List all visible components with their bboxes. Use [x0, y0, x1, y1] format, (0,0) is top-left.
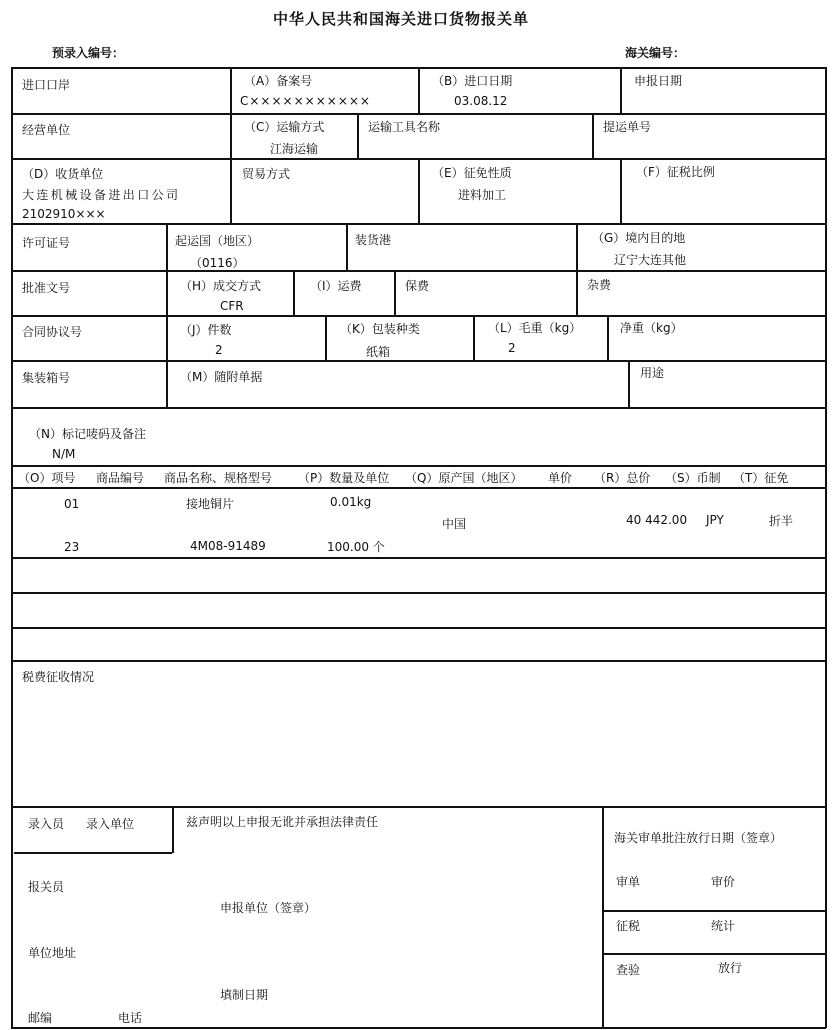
goods-code-header: 商品编号	[96, 471, 145, 485]
record-number-value: C×××××××××××	[240, 94, 371, 108]
goods-quantity: 100.00 个	[327, 540, 385, 554]
goods-exemption: 折半	[769, 514, 794, 528]
marks-remarks-label: （N）标记唛码及备注	[29, 427, 146, 441]
freight-label: （I）运费	[310, 279, 362, 293]
currency-header: （S）币制	[665, 471, 721, 485]
customs-review-label: 海关审单批注放行日期（签章）	[614, 831, 783, 845]
pieces-value: 2	[215, 343, 223, 357]
entry-person-label: 录入员	[28, 817, 65, 831]
net-weight-label: 净重（kg）	[620, 321, 683, 335]
tax-ratio-label: （F）征税比例	[636, 165, 715, 179]
origin-header: （Q）原产国（地区）	[405, 471, 523, 485]
origin-country-label: 起运国（地区）	[175, 234, 260, 248]
gross-weight-value: 2	[508, 341, 516, 355]
postcode-label: 邮编	[28, 1011, 53, 1025]
total-price-header: （R）总价	[594, 471, 651, 485]
package-type-value: 纸箱	[366, 345, 391, 359]
consignee-name: 大连机械设备进出口公司	[22, 188, 181, 202]
pre-entry-number-label: 预录入编号：	[52, 46, 125, 60]
entry-unit-label: 录入单位	[86, 817, 135, 831]
record-number-label: （A）备案号	[244, 74, 313, 88]
release-label: 放行	[718, 961, 743, 975]
import-date-label: （B）进口日期	[432, 74, 513, 88]
goods-origin: 中国	[442, 517, 467, 531]
unit-price-header: 单价	[548, 471, 573, 485]
fill-date-label: 填制日期	[220, 988, 269, 1002]
inspection-label: 查验	[616, 963, 641, 977]
unit-address-label: 单位地址	[28, 946, 77, 960]
misc-fee-label: 杂费	[587, 278, 612, 292]
declaration-statement: 兹声明以上申报无讹并承担法律责任	[186, 815, 379, 829]
item-number-header: （O）项号	[18, 471, 76, 485]
import-date-value: 03.08.12	[454, 94, 508, 108]
tax-nature-value: 进料加工	[458, 188, 507, 202]
transport-label: （C）运输方式	[244, 120, 325, 134]
declare-date-label: 申报日期	[634, 74, 683, 88]
attached-documents-label: （M）随附单据	[180, 370, 263, 384]
tax-nature-label: （E）征免性质	[432, 166, 512, 180]
destination-value: 辽宁大连其他	[614, 253, 687, 267]
marks-value: N/M	[52, 447, 76, 461]
trade-mode-label: 贸易方式	[242, 167, 291, 181]
declaring-unit-label: 申报单位（签章）	[220, 901, 317, 915]
goods-total-price: 40 442.00	[626, 513, 688, 527]
loading-port-label: 装货港	[355, 233, 392, 247]
tax-collection-label: 征税	[616, 919, 641, 933]
license-label: 许可证号	[22, 236, 71, 250]
customs-broker-label: 报关员	[28, 880, 65, 894]
phone-label: 电话	[118, 1011, 143, 1025]
customs-number-label: 海关编号：	[625, 46, 686, 60]
statistics-label: 统计	[711, 919, 736, 933]
gross-weight-label: （L）毛重（kg）	[488, 321, 582, 335]
consignee-code: 2102910×××	[22, 207, 106, 221]
consignee-label: （D）收货单位	[22, 167, 104, 181]
quantity-header: （P）数量及单位	[298, 471, 390, 485]
price-review-label: 审价	[711, 875, 736, 889]
deal-mode-label: （H）成交方式	[180, 279, 262, 293]
origin-country-value: （0116）	[190, 256, 245, 270]
approval-number-label: 批准文号	[22, 281, 71, 295]
form-title: 中华人民共和国海关进口货物报关单	[273, 10, 530, 28]
deal-mode-value: CFR	[220, 299, 244, 313]
operator-label: 经营单位	[22, 123, 71, 137]
goods-item-number: 01	[64, 497, 80, 511]
goods-currency: JPY	[706, 513, 724, 527]
exemption-header: （T）征免	[733, 471, 789, 485]
destination-label: （G）境内目的地	[592, 231, 686, 245]
bill-number-label: 提运单号	[603, 120, 652, 134]
contract-number-label: 合同协议号	[22, 325, 83, 339]
goods-code: 4M08-91489	[190, 539, 266, 553]
goods-item-number: 23	[64, 540, 80, 554]
tax-status-label: 税费征收情况	[22, 670, 95, 684]
goods-name-header: 商品名称、规格型号	[164, 471, 273, 485]
insurance-label: 保费	[405, 279, 430, 293]
goods-quantity: 0.01kg	[330, 495, 372, 509]
pieces-label: （J）件数	[180, 323, 232, 337]
vehicle-name-label: 运输工具名称	[368, 120, 441, 134]
goods-name: 接地铜片	[186, 497, 235, 511]
import-port-label: 进口口岸	[22, 78, 71, 92]
usage-label: 用途	[640, 366, 665, 380]
package-type-label: （K）包装种类	[340, 322, 420, 336]
container-number-label: 集装箱号	[22, 371, 71, 385]
review-label: 审单	[616, 875, 641, 889]
transport-value: 江海运输	[270, 142, 319, 156]
